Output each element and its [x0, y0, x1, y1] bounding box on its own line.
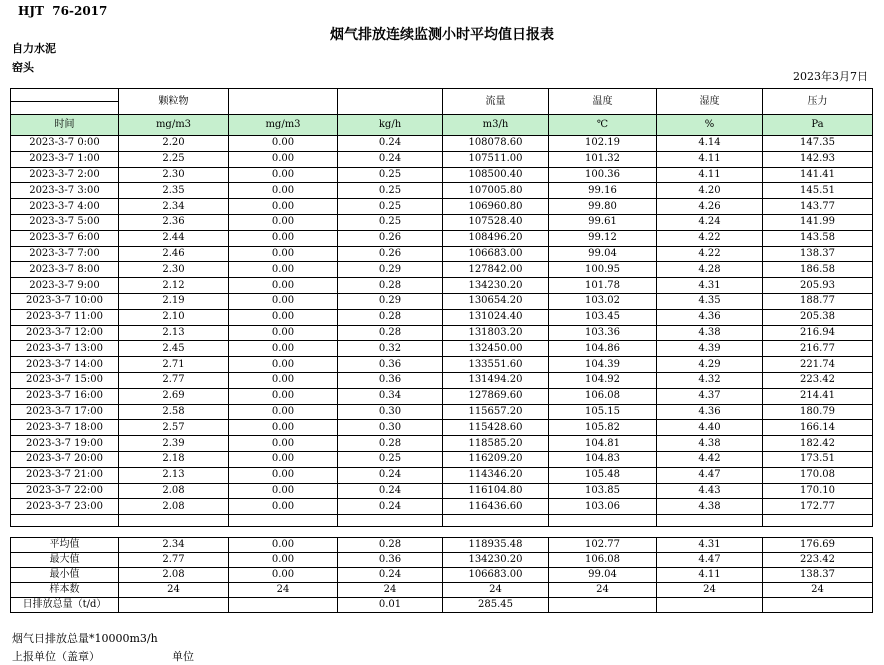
header-cell-time: 时间 [11, 115, 119, 136]
table-cell: 0.00 [229, 357, 338, 373]
table-cell: 4.14 [657, 136, 763, 152]
table-cell: 2.35 [119, 183, 229, 199]
table-cell: 0.00 [229, 372, 338, 388]
table-cell: 141.41 [763, 167, 873, 183]
table-cell: 2023-3-7 7:00 [11, 246, 119, 262]
table-cell: 108496.20 [443, 230, 549, 246]
table-cell: 2.10 [119, 309, 229, 325]
table-row [11, 230, 873, 246]
table-row [11, 451, 873, 467]
table-cell: 99.04 [549, 568, 657, 583]
table-cell: 103.45 [549, 309, 657, 325]
table-row [11, 325, 873, 341]
table-row [11, 309, 873, 325]
table-cell: 0.24 [338, 151, 443, 167]
table-row [11, 246, 873, 262]
table-cell: 24 [763, 583, 873, 598]
table-cell: 4.20 [657, 183, 763, 199]
table-cell: 0.32 [338, 341, 443, 357]
table-cell: 2023-3-7 4:00 [11, 199, 119, 215]
table-cell: 0.00 [229, 309, 338, 325]
table-cell: 214.41 [763, 388, 873, 404]
table-cell: 2.13 [119, 325, 229, 341]
table-cell: 2023-3-7 12:00 [11, 325, 119, 341]
table-cell: 99.16 [549, 183, 657, 199]
table-cell: 0.00 [229, 420, 338, 436]
table-row [11, 167, 873, 183]
table-cell: 4.38 [657, 325, 763, 341]
table-cell: 99.80 [549, 199, 657, 215]
table-cell: 0.24 [338, 483, 443, 499]
table-cell: 4.31 [657, 278, 763, 294]
table-cell: 108078.60 [443, 136, 549, 152]
table-cell: 2.12 [119, 278, 229, 294]
table-cell: 4.11 [657, 568, 763, 583]
table-cell: 4.35 [657, 293, 763, 309]
table-cell: 107511.00 [443, 151, 549, 167]
table-cell: 0.25 [338, 199, 443, 215]
table-cell: 103.85 [549, 483, 657, 499]
table-cell: 0.24 [338, 136, 443, 152]
table-cell: 2.30 [119, 262, 229, 278]
table-cell: 0.00 [229, 538, 338, 553]
table-cell: 4.47 [657, 553, 763, 568]
table-cell: 103.36 [549, 325, 657, 341]
table-cell: 0.00 [229, 553, 338, 568]
company-name: 自力水泥 [12, 42, 56, 55]
table-cell: 173.51 [763, 451, 873, 467]
header-cell-flow: 流量 [443, 89, 549, 115]
table-cell: 147.35 [763, 136, 873, 152]
table-cell: 0.00 [229, 246, 338, 262]
table-cell: 2.71 [119, 357, 229, 373]
table-cell: 0.00 [229, 341, 338, 357]
table-cell: 116104.80 [443, 483, 549, 499]
table-cell: 0.36 [338, 357, 443, 373]
table-cell: 2.30 [119, 167, 229, 183]
table-cell: 样本数 [11, 583, 119, 598]
unit-cell-celsius: ℃ [549, 115, 657, 136]
table-cell: 143.77 [763, 199, 873, 215]
table-cell: 116209.20 [443, 451, 549, 467]
table-cell: 2.39 [119, 436, 229, 452]
table-row [11, 183, 873, 199]
group-header-row [11, 89, 873, 102]
unit-cell-percent: % [657, 115, 763, 136]
table-cell: 2023-3-7 22:00 [11, 483, 119, 499]
table-row [11, 372, 873, 388]
table-row [11, 404, 873, 420]
table-cell: 2023-3-7 19:00 [11, 436, 119, 452]
table-cell: 4.22 [657, 230, 763, 246]
table-cell: 0.25 [338, 183, 443, 199]
table-cell: 24 [119, 583, 229, 598]
table-cell: 103.02 [549, 293, 657, 309]
table-cell: 2023-3-7 13:00 [11, 341, 119, 357]
table-row [11, 420, 873, 436]
table-row [11, 538, 873, 553]
table-row [11, 598, 873, 613]
table-cell: 0.00 [229, 136, 338, 152]
table-cell: 104.39 [549, 357, 657, 373]
table-cell: 131803.20 [443, 325, 549, 341]
table-cell: 4.24 [657, 214, 763, 230]
table-cell: 130654.20 [443, 293, 549, 309]
table-cell: 2023-3-7 21:00 [11, 467, 119, 483]
table-cell: 4.31 [657, 538, 763, 553]
table-cell: 2.18 [119, 451, 229, 467]
unit-label: 单位 [172, 650, 194, 663]
table-cell: 0.00 [229, 568, 338, 583]
report-date: 2023年3月7日 [793, 70, 868, 83]
table-cell: 0.29 [338, 262, 443, 278]
table-cell: 2.34 [119, 538, 229, 553]
summary-table [10, 537, 873, 613]
table-cell: 0.00 [229, 499, 338, 515]
table-cell: 188.77 [763, 293, 873, 309]
table-cell: 104.86 [549, 341, 657, 357]
table-cell: 118935.48 [443, 538, 549, 553]
table-cell: 0.00 [229, 278, 338, 294]
table-cell: 223.42 [763, 553, 873, 568]
table-cell: 0.30 [338, 404, 443, 420]
table-row [11, 483, 873, 499]
table-cell: 102.19 [549, 136, 657, 152]
table-cell: 4.32 [657, 372, 763, 388]
table-cell: 100.36 [549, 167, 657, 183]
table-cell: 127842.00 [443, 262, 549, 278]
hourly-table-body [11, 136, 873, 515]
table-cell: 170.10 [763, 483, 873, 499]
table-cell: 170.08 [763, 467, 873, 483]
table-cell: 24 [657, 583, 763, 598]
table-cell: 4.29 [657, 357, 763, 373]
table-cell: 0.25 [338, 167, 443, 183]
table-cell: 24 [443, 583, 549, 598]
table-cell: 132450.00 [443, 341, 549, 357]
table-row [11, 199, 873, 215]
table-cell: 2.57 [119, 420, 229, 436]
table-cell: 2.36 [119, 214, 229, 230]
table-cell: 2.77 [119, 553, 229, 568]
table-cell: 106.08 [549, 388, 657, 404]
table-cell: 104.83 [549, 451, 657, 467]
table-cell: 99.12 [549, 230, 657, 246]
table-cell: 0.30 [338, 420, 443, 436]
table-cell: 2.77 [119, 372, 229, 388]
table-cell: 2.34 [119, 199, 229, 215]
table-cell: 0.00 [229, 325, 338, 341]
table-cell: 2.45 [119, 341, 229, 357]
table-cell: 186.58 [763, 262, 873, 278]
table-cell: 102.77 [549, 538, 657, 553]
table-cell: 2023-3-7 20:00 [11, 451, 119, 467]
table-cell: 4.40 [657, 420, 763, 436]
table-cell: 2023-3-7 0:00 [11, 136, 119, 152]
flow-total-note: 烟气日排放总量*10000m3/h [12, 632, 158, 645]
table-cell: 2023-3-7 14:00 [11, 357, 119, 373]
table-cell: 最小值 [11, 568, 119, 583]
table-cell: 2023-3-7 11:00 [11, 309, 119, 325]
table-cell: 0.28 [338, 538, 443, 553]
table-cell: 285.45 [443, 598, 549, 613]
table-cell: 4.43 [657, 483, 763, 499]
table-cell: 4.22 [657, 246, 763, 262]
table-cell: 4.39 [657, 341, 763, 357]
table-cell: 4.38 [657, 499, 763, 515]
table-cell: 118585.20 [443, 436, 549, 452]
table-cell: 0.00 [229, 388, 338, 404]
table-cell: 0.28 [338, 278, 443, 294]
table-cell: 134230.20 [443, 553, 549, 568]
table-cell: 143.58 [763, 230, 873, 246]
table-cell: 0.34 [338, 388, 443, 404]
empty-row [11, 515, 873, 527]
table-cell: 最大值 [11, 553, 119, 568]
table-cell: 0.00 [229, 467, 338, 483]
table-cell: 0.01 [338, 598, 443, 613]
table-cell: 2023-3-7 17:00 [11, 404, 119, 420]
table-cell: 0.00 [229, 293, 338, 309]
table-cell: 105.48 [549, 467, 657, 483]
table-cell: 4.38 [657, 436, 763, 452]
table-cell: 2023-3-7 16:00 [11, 388, 119, 404]
table-cell: 116436.60 [443, 499, 549, 515]
table-cell: 99.04 [549, 246, 657, 262]
table-cell: 0.28 [338, 436, 443, 452]
table-cell: 0.00 [229, 451, 338, 467]
table-row [11, 388, 873, 404]
table-cell: 105.15 [549, 404, 657, 420]
table-cell: 4.28 [657, 262, 763, 278]
hourly-data-table [10, 88, 873, 527]
table-cell: 2023-3-7 3:00 [11, 183, 119, 199]
table-cell: 0.26 [338, 230, 443, 246]
table-row [11, 583, 873, 598]
unit-cell-pa: Pa [763, 115, 873, 136]
header-cell-pressure: 压力 [763, 89, 873, 115]
table-cell: 2023-3-7 10:00 [11, 293, 119, 309]
table-cell [229, 598, 338, 613]
table-cell: 2.58 [119, 404, 229, 420]
header-cell-blank-bottom [11, 102, 119, 115]
table-cell: 108500.40 [443, 167, 549, 183]
table-cell: 0.24 [338, 467, 443, 483]
table-cell: 0.36 [338, 372, 443, 388]
table-cell: 0.28 [338, 309, 443, 325]
table-cell: 24 [229, 583, 338, 598]
table-cell: 145.51 [763, 183, 873, 199]
header-cell-blank-top [11, 89, 119, 102]
table-cell: 4.11 [657, 151, 763, 167]
table-cell: 223.42 [763, 372, 873, 388]
table-cell [119, 598, 229, 613]
table-cell: 138.37 [763, 246, 873, 262]
table-cell: 0.00 [229, 214, 338, 230]
table-cell: 2023-3-7 2:00 [11, 167, 119, 183]
table-cell: 2023-3-7 1:00 [11, 151, 119, 167]
table-cell: 0.00 [229, 262, 338, 278]
table-cell: 216.94 [763, 325, 873, 341]
table-cell: 182.42 [763, 436, 873, 452]
table-cell: 114346.20 [443, 467, 549, 483]
table-cell: 0.25 [338, 451, 443, 467]
table-row [11, 136, 873, 152]
header-cell-particulate: 颗粒物 [119, 89, 229, 115]
table-cell: 0.28 [338, 325, 443, 341]
units-header-row [11, 115, 873, 136]
table-cell: 2.69 [119, 388, 229, 404]
table-row [11, 151, 873, 167]
table-cell: 105.82 [549, 420, 657, 436]
header-cell-humidity: 湿度 [657, 89, 763, 115]
table-cell: 0.00 [229, 183, 338, 199]
monitoring-point-name: 窑头 [12, 61, 34, 74]
table-cell: 0.00 [229, 230, 338, 246]
header-cell-blank-col3 [229, 89, 338, 115]
table-cell: 176.69 [763, 538, 873, 553]
table-row [11, 467, 873, 483]
table-cell: 2.08 [119, 483, 229, 499]
table-cell: 106683.00 [443, 568, 549, 583]
spacer-row-block [11, 515, 873, 527]
table-cell: 0.36 [338, 553, 443, 568]
table-cell: 2023-3-7 9:00 [11, 278, 119, 294]
table-cell: 0.24 [338, 499, 443, 515]
table-cell [763, 598, 873, 613]
table-cell: 24 [338, 583, 443, 598]
table-cell [657, 598, 763, 613]
table-row [11, 499, 873, 515]
table-cell: 205.38 [763, 309, 873, 325]
table-cell: 106960.80 [443, 199, 549, 215]
table-cell: 104.81 [549, 436, 657, 452]
table-cell: 2023-3-7 6:00 [11, 230, 119, 246]
table-cell [549, 598, 657, 613]
table-cell: 221.74 [763, 357, 873, 373]
table-cell: 104.92 [549, 372, 657, 388]
table-cell: 180.79 [763, 404, 873, 420]
table-row [11, 278, 873, 294]
table-cell: 2023-3-7 18:00 [11, 420, 119, 436]
table-cell: 131024.40 [443, 309, 549, 325]
table-cell: 0.24 [338, 568, 443, 583]
table-cell: 100.95 [549, 262, 657, 278]
table-cell: 2.13 [119, 467, 229, 483]
table-cell: 107528.40 [443, 214, 549, 230]
table-cell: 0.00 [229, 151, 338, 167]
table-row [11, 357, 873, 373]
table-cell: 166.14 [763, 420, 873, 436]
table-cell: 172.77 [763, 499, 873, 515]
table-cell: 131494.20 [443, 372, 549, 388]
unit-cell-mg-m3-a: mg/m3 [119, 115, 229, 136]
header-cell-temperature: 温度 [549, 89, 657, 115]
table-cell: 24 [549, 583, 657, 598]
table-cell: 115657.20 [443, 404, 549, 420]
table-cell: 2.46 [119, 246, 229, 262]
table-cell: 4.47 [657, 467, 763, 483]
table-cell: 2.25 [119, 151, 229, 167]
table-cell: 4.11 [657, 167, 763, 183]
table-cell: 205.93 [763, 278, 873, 294]
table-cell: 0.00 [229, 404, 338, 420]
table-cell: 2.08 [119, 568, 229, 583]
table-cell: 127869.60 [443, 388, 549, 404]
table-cell: 0.25 [338, 214, 443, 230]
table-cell: 142.93 [763, 151, 873, 167]
table-cell: 216.77 [763, 341, 873, 357]
table-cell: 106683.00 [443, 246, 549, 262]
table-cell: 0.00 [229, 483, 338, 499]
table-cell: 平均值 [11, 538, 119, 553]
table-cell: 115428.60 [443, 420, 549, 436]
table-row [11, 262, 873, 278]
summary-table-body [11, 538, 873, 613]
table-cell: 106.08 [549, 553, 657, 568]
table-cell: 4.36 [657, 309, 763, 325]
table-cell: 0.00 [229, 167, 338, 183]
table-cell: 日排放总量（t/d） [11, 598, 119, 613]
table-cell: 133551.60 [443, 357, 549, 373]
standard-code: HJT 76-2017 [18, 4, 108, 18]
unit-cell-mg-m3-b: mg/m3 [229, 115, 338, 136]
table-cell: 2023-3-7 5:00 [11, 214, 119, 230]
table-cell: 4.42 [657, 451, 763, 467]
table-cell: 4.37 [657, 388, 763, 404]
table-cell: 2.08 [119, 499, 229, 515]
table-cell: 0.00 [229, 199, 338, 215]
table-cell: 101.78 [549, 278, 657, 294]
table-cell: 107005.80 [443, 183, 549, 199]
table-cell: 2.20 [119, 136, 229, 152]
table-cell: 103.06 [549, 499, 657, 515]
table-cell: 4.36 [657, 404, 763, 420]
table-cell: 2023-3-7 8:00 [11, 262, 119, 278]
table-cell: 2023-3-7 15:00 [11, 372, 119, 388]
table-cell: 0.29 [338, 293, 443, 309]
table-cell: 0.26 [338, 246, 443, 262]
table-cell: 2.44 [119, 230, 229, 246]
page-title: 烟气排放连续监测小时平均值日报表 [330, 27, 554, 43]
table-row [11, 553, 873, 568]
table-cell: 134230.20 [443, 278, 549, 294]
table-cell: 0.00 [229, 436, 338, 452]
table-cell: 138.37 [763, 568, 873, 583]
header-cell-blank-col4 [338, 89, 443, 115]
table-cell: 101.32 [549, 151, 657, 167]
table-cell: 99.61 [549, 214, 657, 230]
unit-cell-kg-h: kg/h [338, 115, 443, 136]
reporting-unit-label: 上报单位（盖章） [12, 650, 100, 663]
table-cell: 4.26 [657, 199, 763, 215]
table-row [11, 293, 873, 309]
table-row [11, 214, 873, 230]
table-cell: 2023-3-7 23:00 [11, 499, 119, 515]
unit-cell-m3-h: m3/h [443, 115, 549, 136]
table-header [11, 89, 873, 136]
table-row [11, 341, 873, 357]
table-row [11, 436, 873, 452]
table-cell: 2.19 [119, 293, 229, 309]
table-cell: 141.99 [763, 214, 873, 230]
table-row [11, 568, 873, 583]
